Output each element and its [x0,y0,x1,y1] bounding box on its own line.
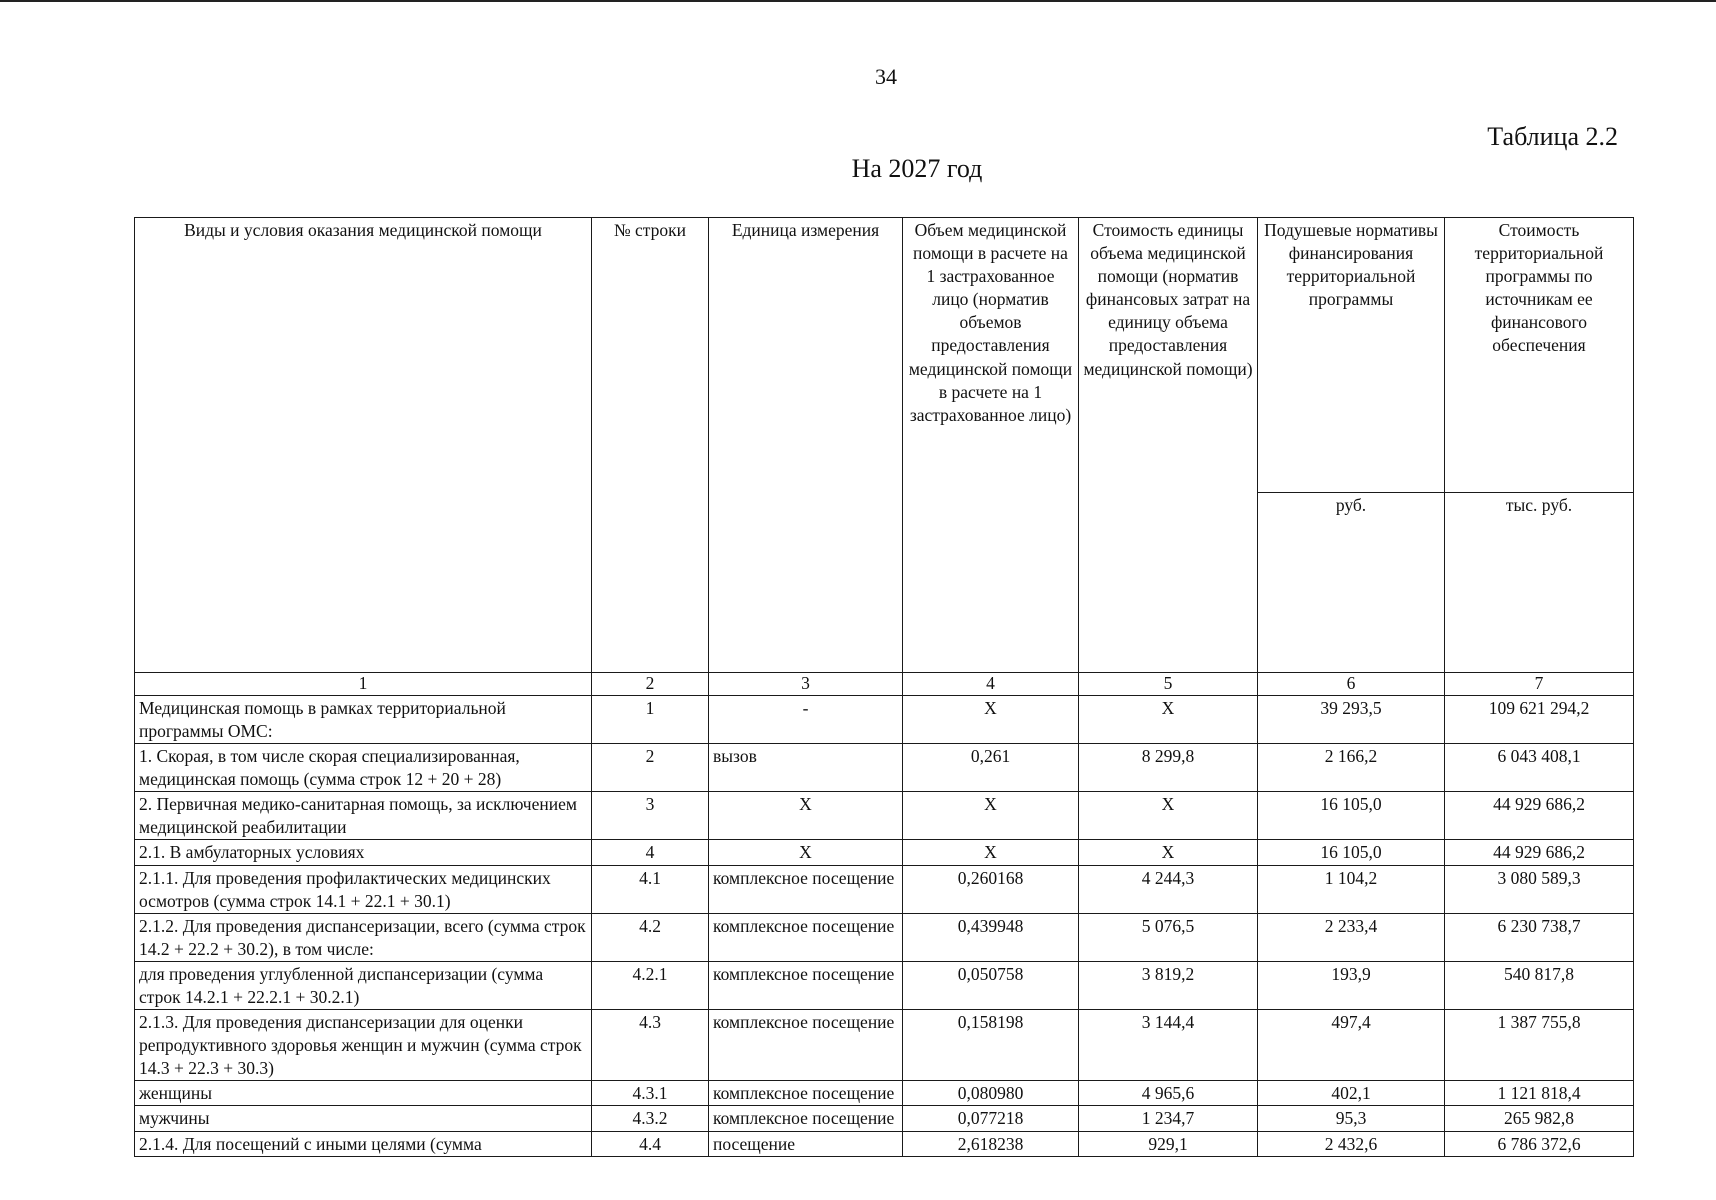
row-unit-cost: 4 244,3 [1079,865,1258,913]
row-care-type: 2.1. В амбулаторных условиях [135,840,592,865]
row-volume: Х [903,840,1079,865]
table-row [135,865,1634,913]
row-unit: комплексное посещение [709,1010,903,1081]
column-number: 6 [1258,673,1445,696]
row-program-cost: 265 982,8 [1445,1106,1634,1131]
row-unit-cost: Х [1079,792,1258,840]
row-volume: 0,260168 [903,865,1079,913]
column-number: 3 [709,673,903,696]
row-care-type: Медицинская помощь в рамках территориальной программы ОМС: [135,695,592,743]
row-program-cost: 1 121 818,4 [1445,1081,1634,1106]
row-unit-cost: 3 819,2 [1079,961,1258,1009]
row-care-type: 2.1.4. Для посещений с иными целями (сумма [135,1131,592,1156]
row-volume: 0,158198 [903,1010,1079,1081]
table-row [135,695,1634,743]
table-row [135,792,1634,840]
row-volume: 0,080980 [903,1081,1079,1106]
row-program-cost: 44 929 686,2 [1445,792,1634,840]
column-number-row [135,673,1634,696]
row-unit: Х [709,840,903,865]
row-volume: 0,050758 [903,961,1079,1009]
page-title: На 2027 год [851,154,983,183]
row-line-number: 4.1 [592,865,709,913]
column-number: 2 [592,673,709,696]
header-unit-cost: Стоимость единицы объема медицинской помощи (норматив финансовых затрат на единицу объема предоставления медицинской помощи) [1079,218,1258,673]
column-number: 1 [135,673,592,696]
table-row [135,913,1634,961]
row-volume: 0,261 [903,744,1079,792]
row-unit-cost: Х [1079,695,1258,743]
row-line-number: 4.4 [592,1131,709,1156]
row-unit-cost: 3 144,4 [1079,1010,1258,1081]
row-volume: 0,439948 [903,913,1079,961]
row-program-cost: 6 043 408,1 [1445,744,1634,792]
header-per-capita-unit: руб. [1258,493,1445,673]
row-line-number: 2 [592,744,709,792]
header-care-type: Виды и условия оказания медицинской помощи [135,218,592,673]
table-row [135,840,1634,865]
row-program-cost: 3 080 589,3 [1445,865,1634,913]
table-row [135,1081,1634,1106]
row-unit-cost: 5 076,5 [1079,913,1258,961]
column-number: 5 [1079,673,1258,696]
row-line-number: 4.2.1 [592,961,709,1009]
row-program-cost: 109 621 294,2 [1445,695,1634,743]
row-volume: 0,077218 [903,1106,1079,1131]
table-row [135,1131,1634,1156]
row-program-cost: 44 929 686,2 [1445,840,1634,865]
column-number: 7 [1445,673,1634,696]
row-per-capita: 2 166,2 [1258,744,1445,792]
row-unit-cost: Х [1079,840,1258,865]
row-per-capita: 193,9 [1258,961,1445,1009]
row-per-capita: 402,1 [1258,1081,1445,1106]
row-volume: Х [903,792,1079,840]
header-program-cost-unit: тыс. руб. [1445,493,1634,673]
row-per-capita: 39 293,5 [1258,695,1445,743]
table-row [135,961,1634,1009]
financing-table [134,217,1634,1157]
row-care-type: мужчины [135,1106,592,1131]
header-unit: Единица измерения [709,218,903,673]
row-line-number: 4.2 [592,913,709,961]
row-program-cost: 540 817,8 [1445,961,1634,1009]
row-care-type: женщины [135,1081,592,1106]
row-line-number: 1 [592,695,709,743]
header-per-capita: Подушевые нормативы финансирования территориальной программы [1258,218,1445,493]
row-program-cost: 6 230 738,7 [1445,913,1634,961]
table-row [135,1010,1634,1081]
row-unit: - [709,695,903,743]
row-per-capita: 2 432,6 [1258,1131,1445,1156]
row-unit: комплексное посещение [709,913,903,961]
header-volume: Объем медицинской помощи в расчете на 1 застрахованное лицо (норматив объемов предоставления медицинской помощи в расчете на 1 застрахованное лицо) [903,218,1079,673]
row-per-capita: 2 233,4 [1258,913,1445,961]
row-unit: комплексное посещение [709,1081,903,1106]
row-unit-cost: 4 965,6 [1079,1081,1258,1106]
row-care-type: 2.1.1. Для проведения профилактических медицинских осмотров (сумма строк 14.1 + 22.1 + 30.1) [135,865,592,913]
table-row [135,1106,1634,1131]
row-per-capita: 497,4 [1258,1010,1445,1081]
row-per-capita: 16 105,0 [1258,840,1445,865]
row-unit-cost: 929,1 [1079,1131,1258,1156]
row-unit: вызов [709,744,903,792]
row-unit: комплексное посещение [709,1106,903,1131]
page-number: 34 [875,64,897,89]
row-program-cost: 1 387 755,8 [1445,1010,1634,1081]
row-care-type: для проведения углубленной диспансеризации (сумма строк 14.2.1 + 22.2.1 + 30.2.1) [135,961,592,1009]
row-unit-cost: 1 234,7 [1079,1106,1258,1131]
page-top-rule [0,0,1716,2]
header-program-cost: Стоимость территориальной программы по источникам ее финансового обеспечения [1445,218,1634,493]
row-per-capita: 95,3 [1258,1106,1445,1131]
table-row [135,744,1634,792]
table-label: Таблица 2.2 [1487,122,1618,151]
row-unit: комплексное посещение [709,961,903,1009]
row-care-type: 2.1.2. Для проведения диспансеризации, всего (сумма строк 14.2 + 22.2 + 30.2), в том числе: [135,913,592,961]
row-volume: 2,618238 [903,1131,1079,1156]
row-unit: комплексное посещение [709,865,903,913]
row-care-type: 1. Скорая, в том числе скорая специализированная, медицинская помощь (сумма строк 12 + 20 + 28) [135,744,592,792]
row-per-capita: 16 105,0 [1258,792,1445,840]
row-line-number: 3 [592,792,709,840]
row-line-number: 4 [592,840,709,865]
row-per-capita: 1 104,2 [1258,865,1445,913]
row-volume: Х [903,695,1079,743]
row-unit: Х [709,792,903,840]
row-unit-cost: 8 299,8 [1079,744,1258,792]
row-line-number: 4.3.1 [592,1081,709,1106]
header-line-number: № строки [592,218,709,673]
row-line-number: 4.3 [592,1010,709,1081]
row-line-number: 4.3.2 [592,1106,709,1131]
column-number: 4 [903,673,1079,696]
row-care-type: 2. Первичная медико-санитарная помощь, за исключением медицинской реабилитации [135,792,592,840]
row-care-type: 2.1.3. Для проведения диспансеризации для оценки репродуктивного здоровья женщин и мужчин (сумма строк 14.3 + 22.3 + 30.3) [135,1010,592,1081]
row-program-cost: 6 786 372,6 [1445,1131,1634,1156]
row-unit: посещение [709,1131,903,1156]
